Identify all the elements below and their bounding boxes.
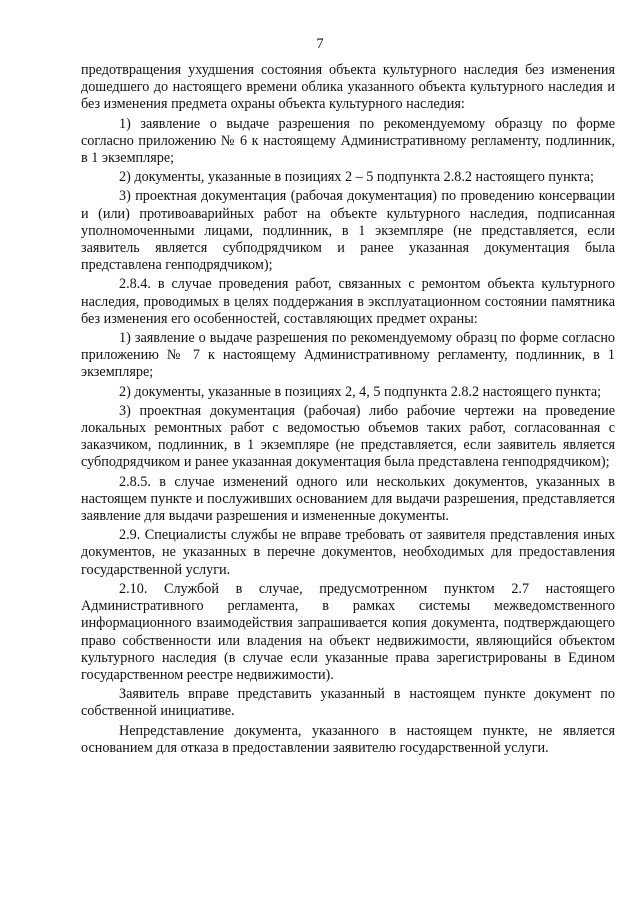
paragraph-applicant-right: Заявитель вправе представить указанный в настоящем пункте документ по собственной инициативе. xyxy=(81,686,615,720)
paragraph-2-9: 2.9. Специалисты службы не вправе требовать от заявителя представления иных документов, не указанных в перечне документов, необходимых для предоставления государственной услуги. xyxy=(81,527,615,578)
paragraph-2-10: 2.10. Службой в случае, предусмотренном пунктом 2.7 настоящего Административного регламента, в рамках системы межведомственного информационного взаимодействия запрашивается копия документа, подтверждающего право собственности или владения на объект недвижимости, являющийся объектом культурного наследия (в случае если указанные права зарегистрированы в Едином государственном реестре недвижимости). xyxy=(81,580,615,683)
page-number: 7 xyxy=(316,36,324,52)
document-body xyxy=(81,62,615,759)
paragraph-item-documents-2-5: 2) документы, указанные в позициях 2 – 5 подпункта 2.8.2 настоящего пункта; xyxy=(119,169,594,186)
paragraph-item-documents-2-4-5: 2) документы, указанные в позициях 2, 4, 5 подпункта 2.8.2 настоящего пункта; xyxy=(119,383,602,400)
paragraph-continuation: предотвращения ухудшения состояния объекта культурного наследия без изменения дошедшего до настоящего времени облика указанного объекта культурного наследия и без изменения предмета охраны объекта культурного наследия: xyxy=(81,62,615,113)
paragraph-2-8-5: 2.8.5. в случае изменений одного или нескольких документов, указанных в настоящем пункте и послуживших основанием для выдачи разрешения, представляется заявление для выдачи разрешения и измененные документы. xyxy=(81,473,615,525)
paragraph-2-8-4: 2.8.4. в случае проведения работ, связанных с ремонтом объекта культурного наследия, проводимых в целях поддержания в эксплуатационном состоянии памятника без изменения его особенностей, составляющих предмет охраны: xyxy=(81,276,615,327)
paragraph-non-submission: Непредставление документа, указанного в настоящем пункте, не является основанием для отказа в предоставлении заявителю государственной услуги. xyxy=(81,722,615,756)
paragraph-item-application-form-7: 1) заявление о выдаче разрешения по рекомендуемому образц по форме согласно приложению № 7 к настоящему Административному регламенту, подлинник, в 1 экземпляре; xyxy=(81,330,615,381)
paragraph-item-project-documentation-conservation: 3) проектная документация (рабочая документация) по проведению консервации и (или) противоаварийных работ на объекте культурного наследия, подписанная уполномоченными лицами, подлинник, в 1 экземпляре (не представляется, если заявитель является субподрядчиком и ранее указанная документация была представлена генподрядчиком); xyxy=(81,188,615,274)
paragraph-item-project-documentation-repair: 3) проектная документация (рабочая) либо рабочие чертежи на проведение локальных ремонтных работ с ведомостью объемов таких работ, согласованная с заказчиком, подлинник, в 1 экземпляре (не представляется, если заявитель является субподрядчиком и ранее указанная документация была представлена генподрядчиком); xyxy=(81,402,615,471)
paragraph-item-application-form-6: 1) заявление о выдаче разрешения по рекомендуемому образцу по форме согласно приложению № 6 к настоящему Административному регламенту, подлинник, в 1 экземпляре; xyxy=(81,115,615,167)
